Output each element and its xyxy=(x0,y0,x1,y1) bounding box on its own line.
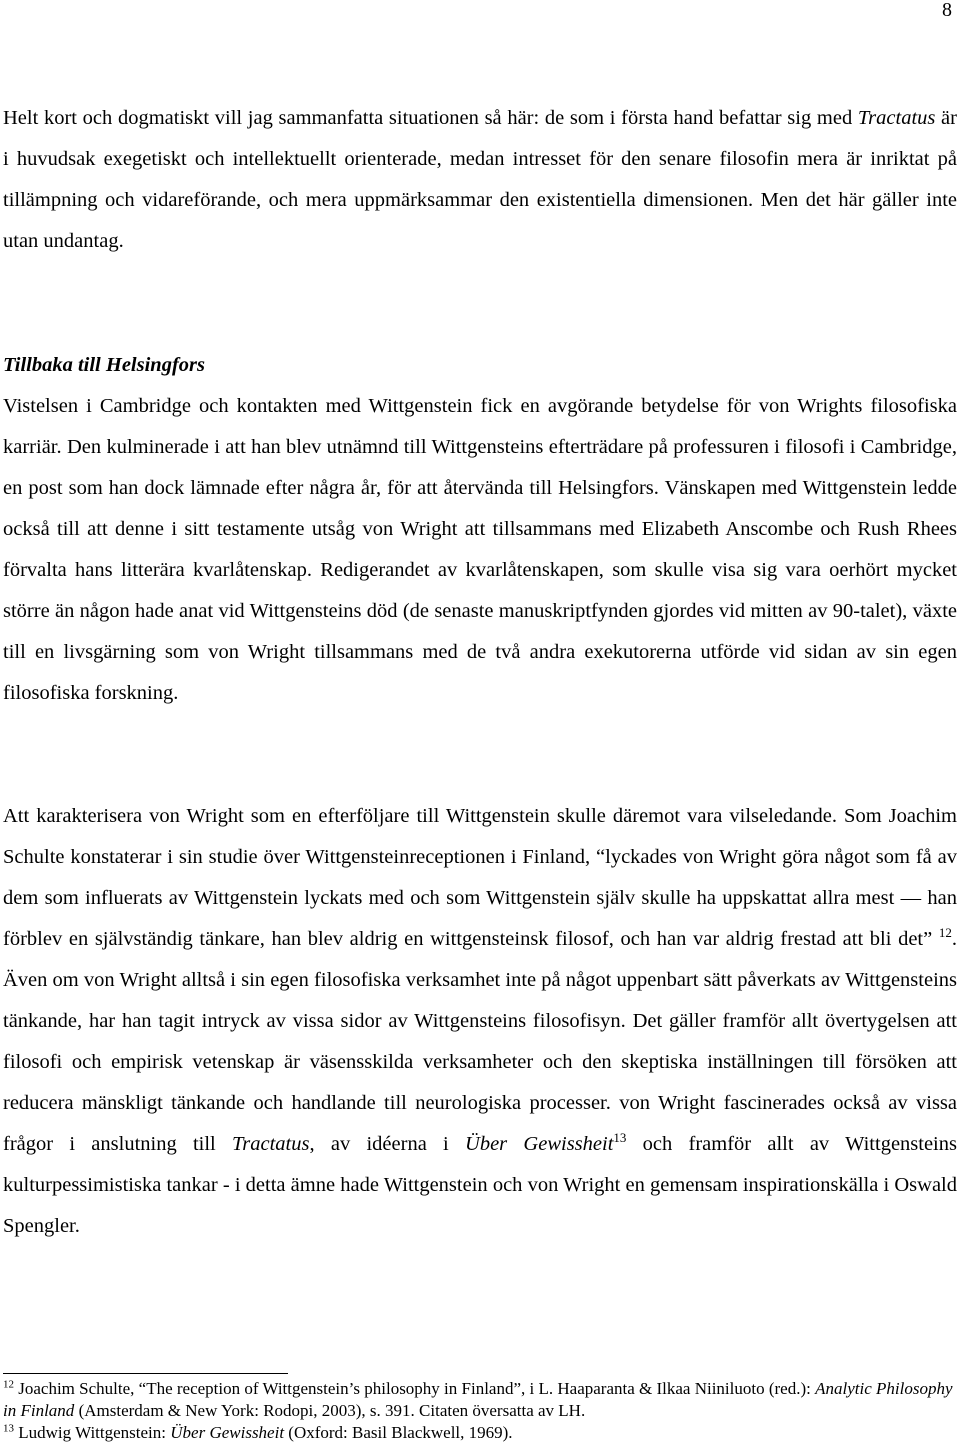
text-run: , av idéerna i xyxy=(309,1133,466,1155)
italic-title: Über Gewissheit xyxy=(465,1133,614,1155)
footnote xyxy=(3,1422,957,1444)
footnote-divider xyxy=(3,1373,288,1374)
footnote xyxy=(3,1378,957,1422)
footnote-number: 12 xyxy=(3,1378,14,1391)
page-number: 8 xyxy=(942,0,952,21)
footnote-ref[interactable]: 12 xyxy=(938,925,952,941)
italic-title: Tractatus xyxy=(857,107,936,129)
italic-title: Analytic Philosophy in Finland xyxy=(3,1379,953,1420)
paragraph-helsingfors: Vistelsen i Cambridge och kontakten med Wittgenstein fick en avgörande betydelse för von Wrights filosofiska karriär. Den kulminerade i att han blev utnämnd till Wittgensteins efterträdare på professuren i filosofi i Cambridge, en post som han dock lämnade efter några år, för att återvända till Helsingfors. Vänskapen med Wittgenstein ledde också till att denne i sitt testamente utsåg von Wright att tillsammans med Elizabeth Anscombe och Rush Rhees förvalta hans litterära kvarlåtenskap. Redigerandet av kvarlåtenskapen, som skulle visa sig vara oerhört mycket större än någon hade anat vid Wittgensteins död (de senaste manuskriptfynden gjordes vid mitten av 90-talet), växte till en livsgärning som von Wright tillsammans med de två andra exekutorerna utförde vid sidan av sin egen filosofiska forskning. xyxy=(3,395,957,704)
paragraph-wittgenstein xyxy=(3,796,957,1247)
italic-title: Über Gewissheit xyxy=(170,1423,285,1442)
text-run: Helt kort och dogmatiskt vill jag sammanfatta situationen så här: de som i första hand befattar sig med xyxy=(3,107,858,129)
paragraph-summary xyxy=(3,98,957,262)
text-run: Ludwig Wittgenstein: xyxy=(14,1423,171,1442)
text-run: och framför allt av Wittgensteins kulturpessimistiska tankar - i detta ämne hade Wittgenstein och von Wright en gemensam inspirationskälla i Oswald Spengler. xyxy=(3,1133,957,1237)
text-run: . Även om von Wright alltså i sin egen filosofiska verksamhet inte på något uppenbart sätt påverkats av Wittgensteins tänkande, har han tagit intryck av vissa sidor av Wittgensteins filosofisyn. Det gäller framför allt övertygelsen att filosofi och empirisk vetenskap är väsensskilda verksamheter och den skeptiska inställningen till försöken att reducera mänskligt tänkande och handlande till neurologiska processer. von Wright fascinerades också av vissa frågor i anslutning till xyxy=(3,928,957,1155)
text-run: Joachim Schulte, “The reception of Wittgenstein’s philosophy in Finland”, i L. Haaparanta & Ilkaa Niiniluoto (red.): xyxy=(14,1379,816,1398)
text-run: är i huvudsak exegetiskt och intellektuellt orienterade, medan intresset för den senare filosofin mera är inriktat på tillämpning och vidareförande, och mera uppmärksammar den existentiella dimensionen. Men det här gäller inte utan undantag. xyxy=(3,107,957,252)
section-heading: Tillbaka till Helsingfors xyxy=(3,354,205,376)
footnote-number: 13 xyxy=(3,1422,14,1435)
text-run: Att karakterisera von Wright som en efterföljare till Wittgenstein skulle däremot vara vilseledande. Som Joachim Schulte konstaterar i sin studie över Wittgensteinreceptionen i Finland, “lyckades von Wright göra något som få av dem som influerats av Wittgenstein lyckats med och som Wittgenstein själv skulle ha uppskattat allra mest — han förblev en självständig tänkare, han blev aldrig en wittgensteinsk filosof, och han var aldrig frestad att bli det” xyxy=(3,805,957,950)
text-run: (Oxford: Basil Blackwell, 1969). xyxy=(284,1423,513,1442)
italic-title: Tractatus xyxy=(232,1133,310,1155)
footnotes xyxy=(3,1378,957,1444)
footnote-ref[interactable]: 13 xyxy=(613,1130,627,1146)
text-run: (Amsterdam & New York: Rodopi, 2003), s. 391. Citaten översatta av LH. xyxy=(74,1401,586,1420)
